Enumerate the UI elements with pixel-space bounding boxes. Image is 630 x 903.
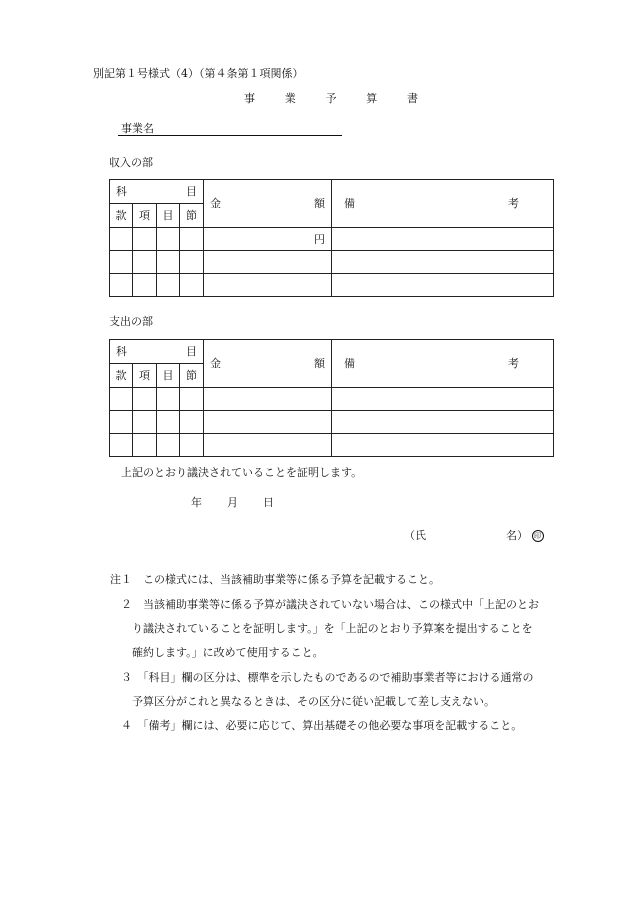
remarks-cell[interactable] — [332, 274, 554, 297]
kamoku-header — [110, 340, 204, 364]
remarks-cell[interactable] — [332, 251, 554, 274]
title-char-5: 書 — [407, 92, 418, 105]
document-title — [244, 92, 418, 106]
kan-cell[interactable] — [110, 388, 133, 411]
kou-cell[interactable] — [133, 274, 157, 297]
table-row — [110, 434, 554, 457]
table-row — [110, 251, 554, 274]
title-char-2: 業 — [284, 92, 296, 105]
moku-cell[interactable] — [157, 434, 180, 457]
kan-header: 款 — [110, 364, 133, 388]
table-row — [110, 388, 554, 411]
setsu-cell[interactable] — [180, 251, 204, 274]
date-day-label: 日 — [263, 496, 274, 509]
note-3-line-1: ３ 「科目」欄の区分は、標準を示したものであるので補助事業者等における通常の — [121, 671, 534, 684]
form-id: 別記第１号様式（4）（第４条第１項関係） — [93, 67, 304, 80]
moku-cell[interactable] — [157, 228, 180, 251]
amount-char-2: 額 — [314, 197, 325, 210]
kou-header: 項 — [133, 204, 157, 228]
table-row — [110, 411, 554, 434]
amount-cell[interactable] — [204, 228, 332, 251]
amount-char-1: 金 — [210, 357, 221, 370]
remarks-char-2: 考 — [508, 197, 519, 210]
project-name-label: 事業名 — [121, 122, 154, 135]
remarks-char-2: 考 — [508, 357, 519, 370]
amount-cell[interactable] — [204, 274, 332, 297]
kan-cell[interactable] — [110, 274, 133, 297]
kou-cell[interactable] — [133, 228, 157, 251]
moku-cell[interactable] — [157, 251, 180, 274]
seal-icon: 印 — [532, 530, 544, 542]
amount-header — [204, 340, 332, 388]
remarks-char-1: 備 — [344, 357, 355, 370]
amount-cell[interactable] — [204, 251, 332, 274]
setsu-cell[interactable] — [180, 434, 204, 457]
remarks-cell[interactable] — [332, 228, 554, 251]
expense-table — [109, 339, 554, 457]
kamoku-char-1: 科 — [116, 345, 127, 358]
setsu-cell[interactable] — [180, 228, 204, 251]
title-char-1: 事 — [244, 92, 255, 105]
moku-cell[interactable] — [157, 388, 180, 411]
remarks-header — [332, 340, 554, 388]
amount-header — [204, 180, 332, 228]
name-close-label — [506, 529, 544, 543]
amount-char-1: 金 — [210, 197, 221, 210]
kou-cell[interactable] — [133, 388, 157, 411]
kan-cell[interactable] — [110, 228, 133, 251]
kan-cell[interactable] — [110, 251, 133, 274]
kan-cell[interactable] — [110, 411, 133, 434]
kou-cell[interactable] — [133, 251, 157, 274]
note-3-line-2: 予算区分がこれと異なるときは、その区分に従い記載して差し支えない。 — [132, 695, 495, 708]
kamoku-char-1: 科 — [116, 185, 127, 198]
setsu-cell[interactable] — [180, 274, 204, 297]
kan-cell[interactable] — [110, 434, 133, 457]
moku-header: 目 — [157, 364, 180, 388]
kamoku-char-2: 目 — [186, 345, 197, 358]
note-1: 注１ この様式には、当該補助事業等に係る予算を記載すること。 — [110, 573, 440, 586]
date-year-label: 年 — [191, 496, 202, 509]
title-char-4: 算 — [366, 92, 378, 105]
amount-char-2: 額 — [314, 357, 325, 370]
kou-header: 項 — [133, 364, 157, 388]
kamoku-header — [110, 180, 204, 204]
amount-cell[interactable] — [204, 434, 332, 457]
setsu-header: 節 — [180, 364, 204, 388]
moku-header: 目 — [157, 204, 180, 228]
yen-unit: 円 — [314, 232, 325, 246]
kou-cell[interactable] — [133, 434, 157, 457]
note-2-line-2: り議決されていることを証明します。」を「上記のとおり予算案を提出することを — [132, 622, 533, 635]
remarks-cell[interactable] — [332, 434, 554, 457]
project-name-field[interactable] — [118, 135, 342, 136]
table-row — [110, 228, 554, 251]
name-open-label: （氏 — [404, 529, 426, 542]
expense-section-label: 支出の部 — [109, 315, 153, 328]
remarks-cell[interactable] — [332, 411, 554, 434]
amount-cell[interactable] — [204, 411, 332, 434]
income-table — [109, 179, 554, 297]
income-section-label: 収入の部 — [109, 156, 153, 169]
note-2-line-3: 確約します。」に改めて使用すること。 — [132, 646, 324, 659]
note-2-line-1: ２ 当該補助事業等に係る予算が議決されていない場合は、この様式中「上記のとお — [121, 598, 539, 611]
moku-cell[interactable] — [157, 274, 180, 297]
kamoku-char-2: 目 — [186, 185, 197, 198]
note-4: ４ 「備考」欄には、必要に応じて、算出基礎その他必要な事項を記載すること。 — [121, 719, 523, 732]
setsu-cell[interactable] — [180, 388, 204, 411]
setsu-cell[interactable] — [180, 411, 204, 434]
title-char-3: 予 — [325, 92, 337, 105]
moku-cell[interactable] — [157, 411, 180, 434]
amount-cell[interactable] — [204, 388, 332, 411]
remarks-char-1: 備 — [344, 197, 355, 210]
setsu-header: 節 — [180, 204, 204, 228]
remarks-header — [332, 180, 554, 228]
kou-cell[interactable] — [133, 411, 157, 434]
kan-header: 款 — [110, 204, 133, 228]
date-month-label: 月 — [227, 496, 238, 509]
certification-statement: 上記のとおり議決されていることを証明します。 — [121, 466, 363, 479]
table-row — [110, 274, 554, 297]
name-close-text: 名） — [506, 529, 528, 542]
remarks-cell[interactable] — [332, 388, 554, 411]
